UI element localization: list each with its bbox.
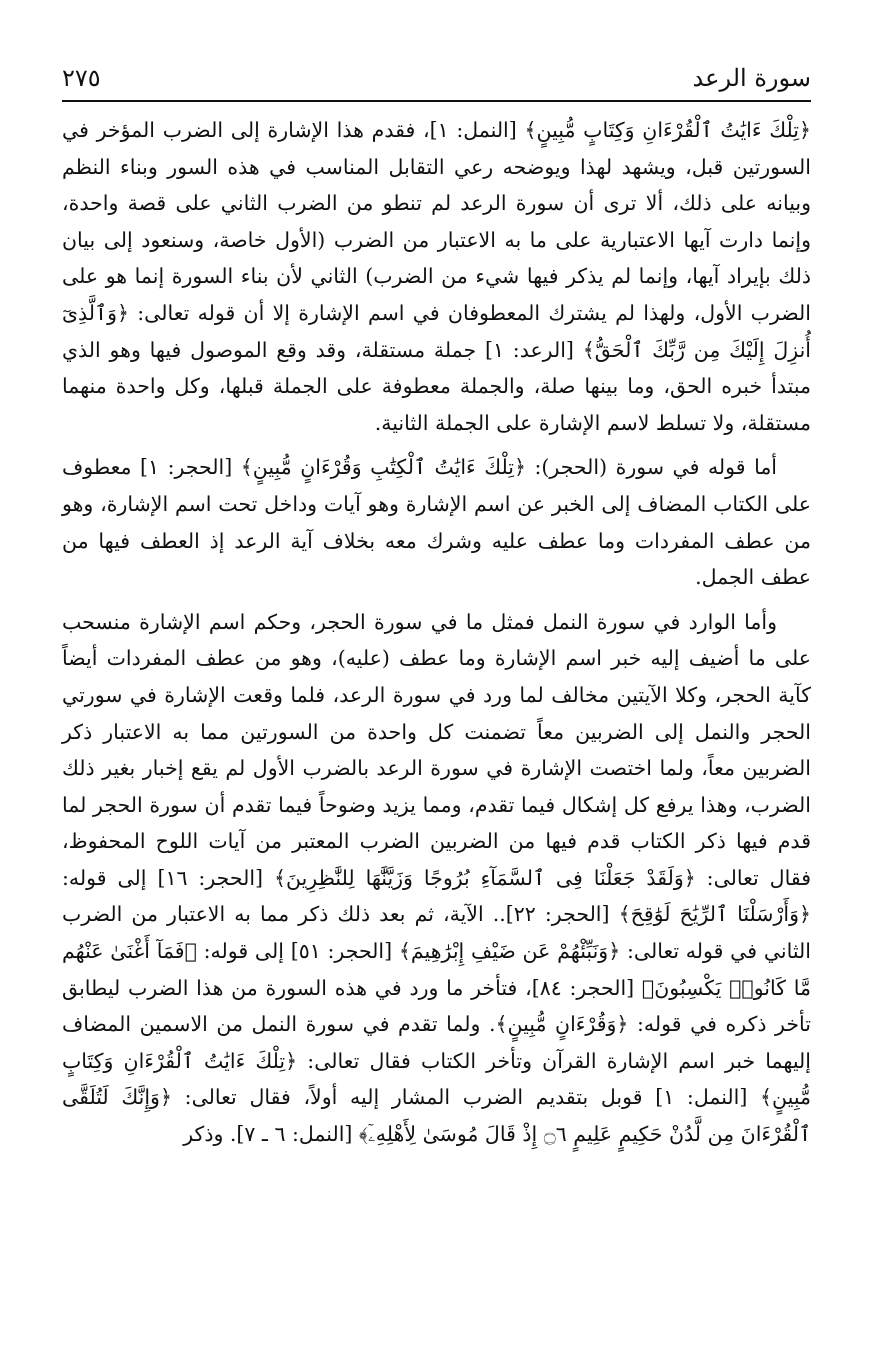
surah-title: سورة الرعد (692, 64, 811, 92)
paragraph-1: ﴿تِلْكَ ءَايَٰتُ ٱلْقُرْءَانِ وَكِتَابٍ مُّبِينٍ﴾ [النمل: ١]، فقدم هذا الإشارة إلى الضرب المؤخر في السورتين قبل، ويشهد لهذا ويوضحه رعي التقابل المناسب في هذه السور وبناء النظم وبيانه على ذلك، ألا ترى أن سورة الرعد لم تنطو من الضرب الثاني على قصة واحدة، وإنما دارت آيها الاعتبارية على ما به الاعتبار من الضرب (الأول خاصة، وسنعود إلى بيان ذلك بإيراد آيها، وإنما لم يذكر فيها شيء من الضرب) الثاني لأن بناء السورة إنما هو على الضرب الأول، ولهذا لم يشترك المعطوفان في اسم الإشارة إلا أن قوله تعالى: ﴿وَٱلَّذِىٓ أُنزِلَ إِلَيْكَ مِن رَّبِّكَ ٱلْحَقُّ﴾ [الرعد: ١] جملة مستقلة، وقد وقع الموصول فيها وهو الذي مبتدأ خبره الحق، وما بينها صلة، والجملة معطوفة على الجملة قبلها، وكل واحدة منهما مستقلة، ولا تسلط لاسم الإشارة على الجملة الثانية. (62, 118, 811, 435)
page-number: ٢٧٥ (62, 64, 101, 92)
paragraph-2: أما قوله في سورة (الحجر): ﴿تِلْكَ ءَايَٰتُ ٱلْكِتَٰبِ وَقُرْءَانٍ مُّبِينٍ﴾ [الحجر: ١] معطوف على الكتاب المضاف إلى الخبر عن اسم الإشارة وهو آيات وداخل تحت اسم الإشارة، وهو من عطف المفردات وما عطف عليه وشرك معه بخلاف آية الرعد إذ العطف فيها من عطف الجمل. (62, 455, 811, 590)
paragraph-3: وأما الوارد في سورة النمل فمثل ما في سورة الحجر، وحكم اسم الإشارة منسحب على ما أضيف إليه خبر اسم الإشارة وما عطف (عليه)، وهو من عطف المفردات أيضاً كآية الحجر، وكلا الآيتين مخالف لما ورد في سورة الرعد، فلما وقعت الإشارة في سورتي الحجر والنمل إلى الضربين معاً تضمنت كل واحدة من السورتين مما به الاعتبار ذكر الضربين معاً، ولما اختصت الإشارة في سورة الرعد بالضرب الأول لم يقع إخبار بغير ذلك الضرب، وهذا يرفع كل إشكال فيما تقدم، ومما يزيد وضوحاً فيما تقدم أن سورة الحجر لما قدم فيها ذكر الكتاب قدم فيها من الضربين الضرب المعتبر من آيات اللوح المحفوظ، فقال تعالى: ﴿وَلَقَدْ جَعَلْنَا فِى ٱلسَّمَآءِ بُرُوجًا وَزَيَّنَّٰهَا لِلنَّٰظِرِينَ﴾ [الحجر: ١٦] إلى قوله: ﴿وَأَرْسَلْنَا ٱلرِّيَٰحَ لَوَٰقِحَ﴾ [الحجر: ٢٢].. الآية، ثم بعد ذلك ذكر مما به الاعتبار من الضرب الثاني في قوله تعالى: ﴿وَنَبِّئْهُمْ عَن ضَيْفِ إِبْرَٰهِيمَ﴾ [الحجر: ٥١] إلى قوله: ﴿فَمَآ أَغْنَىٰ عَنْهُم مَّا كَانُوا۟ يَكْسِبُونَ﴾ [الحجر: ٨٤]، فتأخر ما ورد في هذه السورة من هذا الضرب ليطابق تأخر ذكره في قوله: ﴿وَقُرْءَانٍ مُّبِينٍ﴾. ولما تقدم في سورة النمل من الاسمين المضاف إليهما خبر اسم الإشارة القرآن وتأخر الكتاب فقال تعالى: ﴿تِلْكَ ءَايَٰتُ ٱلْقُرْءَانِ وَكِتَابٍ مُّبِينٍ﴾ [النمل: ١] قوبل بتقديم الضرب المشار إليه أولاً، فقال تعالى: ﴿وَإِنَّكَ لَتُلَقَّى ٱلْقُرْءَانَ مِن لَّدُنْ حَكِيمٍ عَلِيمٍ ۝٦ إِذْ قَالَ مُوسَىٰ لِأَهْلِهِۦٓ﴾ [النمل: ٦ ـ ٧]. وذكر (62, 609, 811, 1147)
page-header (62, 56, 811, 102)
page-body (62, 112, 811, 1153)
